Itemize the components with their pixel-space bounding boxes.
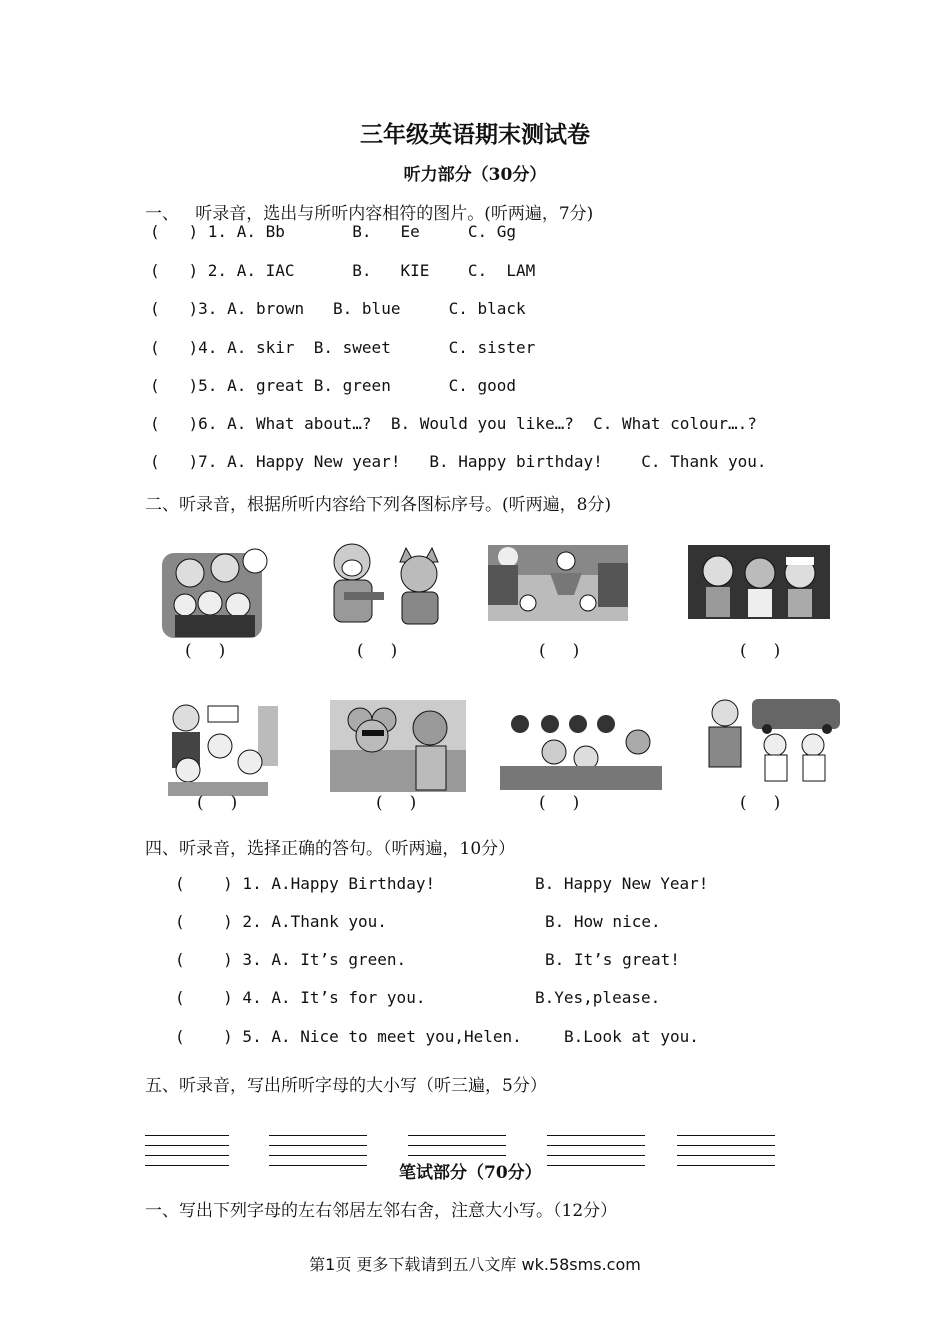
section1-item: ( ) 1. A. Bb B. Ee C. Gg — [150, 222, 517, 241]
letter-writing-lines[interactable] — [145, 1135, 229, 1175]
section5-heading: 五、听录音，写出所听字母的大小写（听三遍，5分） — [145, 1076, 547, 1096]
written-section1-heading: 一、写出下列字母的左右邻居左邻右舍，注意大小写。（12分） — [145, 1201, 618, 1221]
section4-heading: 四、听录音，选择正确的答句。（听两遍，10分） — [145, 839, 516, 859]
listening-header: 听力部分（30分） — [403, 165, 547, 185]
letter-writing-lines[interactable] — [677, 1135, 775, 1175]
section4-item-b: B. It’s great! — [545, 950, 680, 969]
park-scene-picture — [488, 545, 628, 621]
section1-item: ( )4. A. skir B. sweet C. sister — [150, 338, 536, 357]
picture-answer-blank[interactable]: ( ) — [357, 641, 398, 661]
section4-item-b: B. Happy New Year! — [535, 874, 709, 893]
letter-writing-lines[interactable] — [269, 1135, 367, 1175]
letter-writing-lines[interactable] — [547, 1135, 645, 1175]
family-photo-picture — [160, 543, 275, 641]
picture-answer-blank[interactable]: ( ) — [197, 793, 238, 813]
monkey-and-cat-picture — [322, 540, 447, 626]
section1-item: ( ) 2. A. IAC B. KIE C. LAM — [150, 261, 536, 280]
section1-item: ( )7. A. Happy New year! B. Happy birthday! C. Thank you. — [150, 452, 767, 471]
section4-item-b: B.Look at you. — [564, 1027, 699, 1046]
three-children-picture — [688, 545, 830, 619]
picture-answer-blank[interactable]: ( ) — [539, 641, 580, 661]
section1-item: ( )6. A. What about…? B. Would you like…? C. What colour….? — [150, 414, 757, 433]
section4-item-a: ( ) 4. A. It’s for you. — [175, 988, 426, 1007]
section4-item-a: ( ) 3. A. It’s green. — [175, 950, 407, 969]
picture-answer-blank[interactable]: ( ) — [185, 641, 226, 661]
page-title: 三年级英语期末测试卷 — [360, 121, 590, 148]
section4-item-b: B. How nice. — [545, 912, 661, 931]
picture-answer-blank[interactable]: ( ) — [539, 793, 580, 813]
mother-and-children-with-car-picture — [697, 697, 842, 783]
mouse-and-tiger-picture — [330, 700, 466, 792]
teacher-and-kids-picture — [158, 702, 280, 798]
section1-item: ( )5. A. great B. green C. good — [150, 376, 517, 395]
section4-item-a: ( ) 5. A. Nice to meet you,Helen. — [175, 1027, 522, 1046]
page-footer: 第1页 更多下载请到五八文库 wk.58sms.com — [309, 1255, 641, 1274]
section2-heading: 二、听录音，根据所听内容给下列各图标序号。(听两遍，8分) — [145, 495, 612, 515]
section4-item-a: ( ) 2. A.Thank you. — [175, 912, 387, 931]
picture-answer-blank[interactable]: ( ) — [376, 793, 417, 813]
written-header: 笔试部分（70分） — [397, 1158, 544, 1183]
picture-answer-blank[interactable]: ( ) — [740, 793, 781, 813]
masks-and-friends-picture — [500, 712, 662, 790]
section4-item-b: B.Yes,please. — [535, 988, 661, 1007]
section4-item-a: ( ) 1. A.Happy Birthday! — [175, 874, 436, 893]
section1-item: ( )3. A. brown B. blue C. black — [150, 299, 526, 318]
section1-heading: 一、 听录音，选出与所听内容相符的图片。(听两遍，7分) — [145, 204, 594, 224]
picture-answer-blank[interactable]: ( ) — [740, 641, 781, 661]
